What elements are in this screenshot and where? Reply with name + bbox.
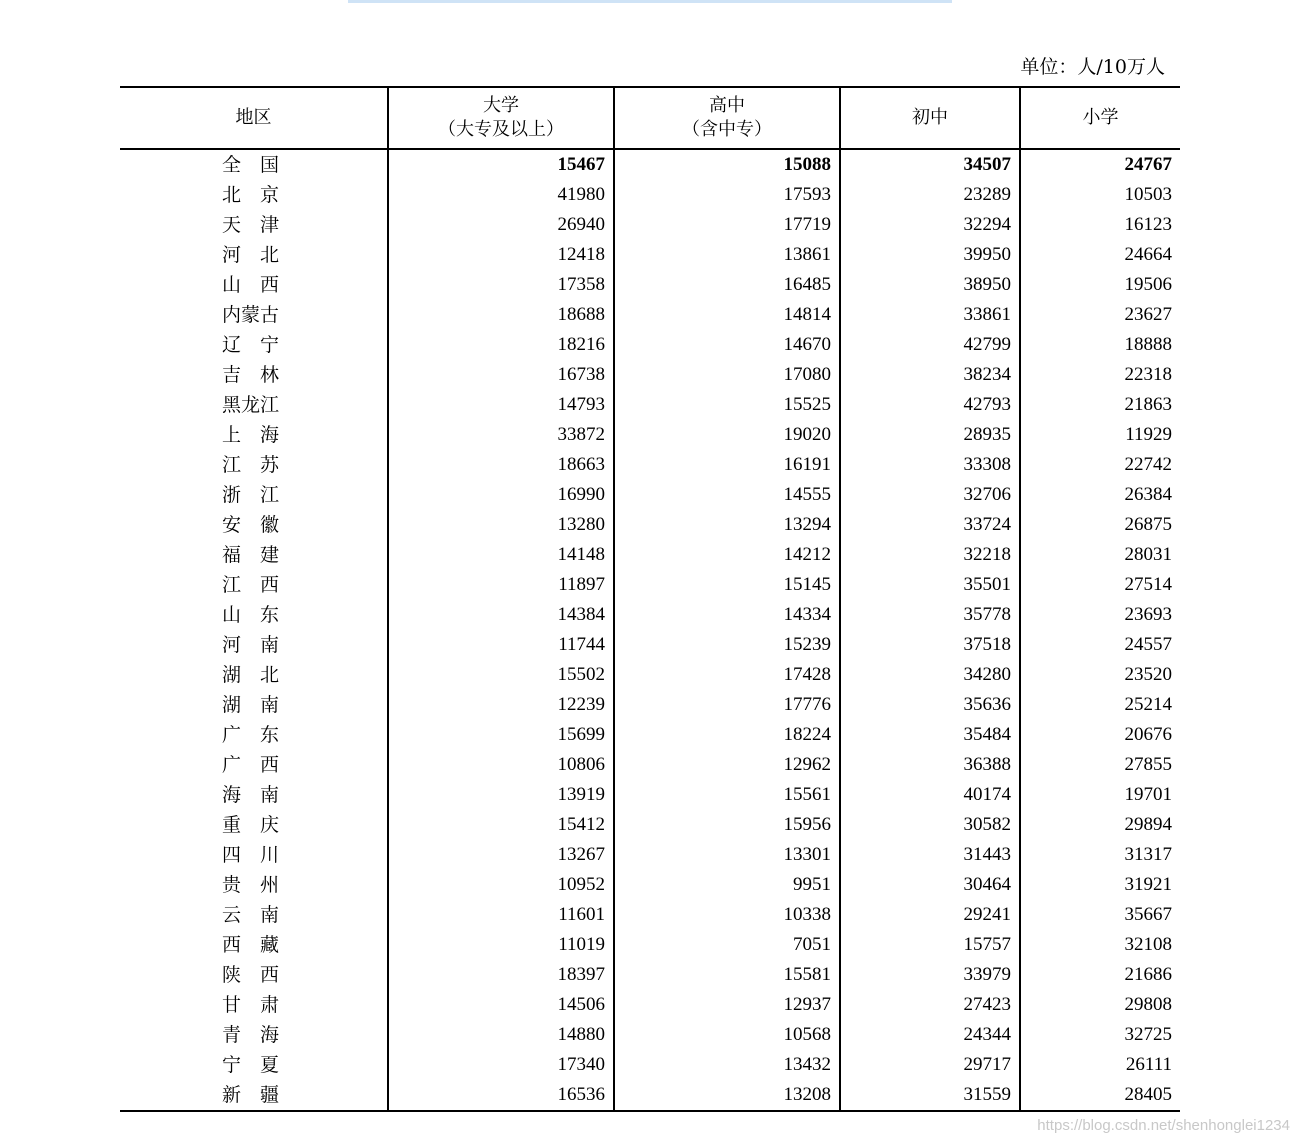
primary-cell: 10503 — [1020, 180, 1180, 210]
high-school-cell: 17719 — [614, 210, 840, 240]
education-table — [120, 86, 1180, 1112]
table-row — [120, 420, 1180, 450]
junior-cell: 33979 — [840, 960, 1020, 990]
table-header — [120, 87, 1180, 149]
region-cell: 黑龙江 — [222, 394, 280, 416]
primary-cell: 35667 — [1020, 900, 1180, 930]
primary-cell: 26875 — [1020, 510, 1180, 540]
university-cell: 11897 — [388, 570, 614, 600]
table-row — [120, 270, 1180, 300]
region-cell: 全 国 — [222, 154, 280, 176]
primary-cell: 21863 — [1020, 390, 1180, 420]
university-cell: 11601 — [388, 900, 614, 930]
high-school-cell: 15145 — [614, 570, 840, 600]
unit-label: 单位：人/10万人 — [1020, 56, 1165, 78]
region-cell: 广 东 — [222, 724, 280, 746]
region-cell: 山 西 — [222, 274, 280, 296]
table-row — [120, 750, 1180, 780]
column-header-primary — [1020, 87, 1180, 149]
primary-cell: 27855 — [1020, 750, 1180, 780]
primary-cell: 11929 — [1020, 420, 1180, 450]
high-school-cell: 17080 — [614, 360, 840, 390]
table-row — [120, 330, 1180, 360]
high-school-cell: 9951 — [614, 870, 840, 900]
junior-cell: 35484 — [840, 720, 1020, 750]
university-cell: 16536 — [388, 1080, 614, 1111]
region-cell: 新 疆 — [120, 1080, 388, 1111]
region-cell: 湖 北 — [222, 664, 280, 686]
header-row — [120, 87, 1180, 149]
primary-cell: 32108 — [1020, 930, 1180, 960]
primary-cell: 16123 — [1020, 210, 1180, 240]
junior-cell: 33724 — [840, 510, 1020, 540]
region-cell: 安 徽 — [222, 514, 280, 536]
table-row — [120, 660, 1180, 690]
primary-cell: 26111 — [1020, 1050, 1180, 1080]
region-cell: 江 苏 — [222, 454, 280, 476]
university-cell: 33872 — [388, 420, 614, 450]
table-row — [120, 720, 1180, 750]
table-row — [120, 480, 1180, 510]
high-school-cell: 14670 — [614, 330, 840, 360]
university-cell: 17358 — [388, 270, 614, 300]
region-cell: 陕 西 — [222, 964, 280, 986]
primary-cell: 31921 — [1020, 870, 1180, 900]
primary-cell: 27514 — [1020, 570, 1180, 600]
university-cell: 10952 — [388, 870, 614, 900]
junior-cell: 33861 — [840, 300, 1020, 330]
primary-cell: 24664 — [1020, 240, 1180, 270]
junior-cell: 24344 — [840, 1020, 1020, 1050]
high-school-cell: 14212 — [614, 540, 840, 570]
table-row — [120, 180, 1180, 210]
high-school-cell: 13208 — [614, 1080, 840, 1111]
column-header-university-line1: 大学 — [483, 95, 519, 116]
university-cell: 12418 — [388, 240, 614, 270]
table-row — [120, 690, 1180, 720]
junior-cell: 32706 — [840, 480, 1020, 510]
top-accent-bar — [348, 0, 952, 3]
table-row — [120, 840, 1180, 870]
university-cell: 15467 — [388, 149, 614, 180]
table-row — [120, 600, 1180, 630]
high-school-cell: 14814 — [614, 300, 840, 330]
high-school-cell: 16191 — [614, 450, 840, 480]
high-school-cell: 17776 — [614, 690, 840, 720]
table-row — [120, 810, 1180, 840]
primary-cell: 22742 — [1020, 450, 1180, 480]
junior-cell: 15757 — [840, 930, 1020, 960]
university-cell: 11019 — [388, 930, 614, 960]
region-cell: 宁 夏 — [222, 1054, 280, 1076]
column-header-high-line2: （含中专） — [682, 119, 772, 140]
region-cell: 青 海 — [222, 1024, 280, 1046]
region-cell: 辽 宁 — [222, 334, 280, 356]
junior-cell: 35636 — [840, 690, 1020, 720]
region-cell: 北 京 — [222, 184, 280, 206]
region-cell: 湖 南 — [222, 694, 280, 716]
table-row — [120, 960, 1180, 990]
high-school-cell: 10338 — [614, 900, 840, 930]
region-cell: 四 川 — [222, 844, 280, 866]
primary-cell: 21686 — [1020, 960, 1180, 990]
junior-cell: 36388 — [840, 750, 1020, 780]
university-cell: 12239 — [388, 690, 614, 720]
university-cell: 14880 — [388, 1020, 614, 1050]
junior-cell: 30582 — [840, 810, 1020, 840]
column-header-high-school — [614, 87, 840, 149]
junior-cell: 40174 — [840, 780, 1020, 810]
column-header-university — [388, 87, 614, 149]
high-school-cell: 17593 — [614, 180, 840, 210]
university-cell: 15412 — [388, 810, 614, 840]
primary-cell: 19506 — [1020, 270, 1180, 300]
region-cell: 山 东 — [222, 604, 280, 626]
table-row — [120, 300, 1180, 330]
table-row — [120, 360, 1180, 390]
university-cell: 14148 — [388, 540, 614, 570]
university-cell: 14384 — [388, 600, 614, 630]
table-body — [120, 149, 1180, 1111]
table-row — [120, 870, 1180, 900]
high-school-cell: 14334 — [614, 600, 840, 630]
primary-cell: 26384 — [1020, 480, 1180, 510]
primary-cell: 25214 — [1020, 690, 1180, 720]
primary-cell: 32725 — [1020, 1020, 1180, 1050]
high-school-cell: 13861 — [614, 240, 840, 270]
primary-cell: 29894 — [1020, 810, 1180, 840]
junior-cell: 35501 — [840, 570, 1020, 600]
university-cell: 15502 — [388, 660, 614, 690]
table-row — [120, 540, 1180, 570]
column-header-junior-label: 初中 — [912, 107, 948, 128]
high-school-cell: 13294 — [614, 510, 840, 540]
junior-cell: 37518 — [840, 630, 1020, 660]
table-row — [120, 450, 1180, 480]
high-school-cell: 12937 — [614, 990, 840, 1020]
high-school-cell: 15088 — [614, 149, 840, 180]
junior-cell: 31559 — [840, 1080, 1020, 1111]
region-cell: 甘 肃 — [222, 994, 280, 1016]
junior-cell: 33308 — [840, 450, 1020, 480]
junior-cell: 32218 — [840, 540, 1020, 570]
table-row-total — [120, 149, 1180, 180]
university-cell: 26940 — [388, 210, 614, 240]
university-cell: 17340 — [388, 1050, 614, 1080]
column-header-high-line1: 高中 — [709, 95, 745, 116]
region-cell: 云 南 — [222, 904, 280, 926]
region-cell: 河 北 — [222, 244, 280, 266]
primary-cell: 31317 — [1020, 840, 1180, 870]
junior-cell: 23289 — [840, 180, 1020, 210]
region-cell: 上 海 — [222, 424, 280, 446]
primary-cell: 23693 — [1020, 600, 1180, 630]
region-cell: 贵 州 — [222, 874, 280, 896]
university-cell: 13919 — [388, 780, 614, 810]
junior-cell: 42793 — [840, 390, 1020, 420]
junior-cell: 34280 — [840, 660, 1020, 690]
table-row — [120, 990, 1180, 1020]
university-cell: 18397 — [388, 960, 614, 990]
university-cell: 13280 — [388, 510, 614, 540]
high-school-cell: 16485 — [614, 270, 840, 300]
junior-cell: 42799 — [840, 330, 1020, 360]
high-school-cell: 7051 — [614, 930, 840, 960]
primary-cell: 18888 — [1020, 330, 1180, 360]
junior-cell: 31443 — [840, 840, 1020, 870]
university-cell: 18216 — [388, 330, 614, 360]
university-cell: 18688 — [388, 300, 614, 330]
watermark: https://blog.csdn.net/shenhonglei1234 — [1037, 1117, 1290, 1134]
region-cell: 浙 江 — [222, 484, 280, 506]
table-row — [120, 930, 1180, 960]
primary-cell: 24557 — [1020, 630, 1180, 660]
region-cell: 福 建 — [222, 544, 280, 566]
region-cell: 西 藏 — [222, 934, 280, 956]
university-cell: 15699 — [388, 720, 614, 750]
junior-cell: 38234 — [840, 360, 1020, 390]
table-row — [120, 1050, 1180, 1080]
high-school-cell: 14555 — [614, 480, 840, 510]
university-cell: 14793 — [388, 390, 614, 420]
primary-cell: 23627 — [1020, 300, 1180, 330]
junior-cell: 39950 — [840, 240, 1020, 270]
region-cell: 天 津 — [222, 214, 280, 236]
junior-cell: 35778 — [840, 600, 1020, 630]
university-cell: 11744 — [388, 630, 614, 660]
table-row — [120, 510, 1180, 540]
region-cell: 海 南 — [222, 784, 280, 806]
high-school-cell: 15525 — [614, 390, 840, 420]
region-cell: 吉 林 — [222, 364, 280, 386]
primary-cell: 28405 — [1020, 1080, 1180, 1111]
primary-cell: 28031 — [1020, 540, 1180, 570]
column-header-region-label: 地区 — [235, 107, 272, 128]
high-school-cell: 13301 — [614, 840, 840, 870]
junior-cell: 34507 — [840, 149, 1020, 180]
junior-cell: 38950 — [840, 270, 1020, 300]
region-cell: 河 南 — [222, 634, 280, 656]
region-cell: 重 庆 — [222, 814, 280, 836]
region-cell: 内蒙古 — [222, 304, 280, 326]
table-row — [120, 390, 1180, 420]
column-header-university-line2: （大专及以上） — [438, 119, 564, 140]
high-school-cell: 15581 — [614, 960, 840, 990]
table-row — [120, 900, 1180, 930]
university-cell: 16738 — [388, 360, 614, 390]
primary-cell: 23520 — [1020, 660, 1180, 690]
university-cell: 16990 — [388, 480, 614, 510]
high-school-cell: 18224 — [614, 720, 840, 750]
junior-cell: 29241 — [840, 900, 1020, 930]
region-cell: 广 西 — [222, 754, 280, 776]
university-cell: 14506 — [388, 990, 614, 1020]
table-row — [120, 780, 1180, 810]
high-school-cell: 15956 — [614, 810, 840, 840]
table-row — [120, 1020, 1180, 1050]
junior-cell: 30464 — [840, 870, 1020, 900]
table-row — [120, 630, 1180, 660]
junior-cell: 32294 — [840, 210, 1020, 240]
table-row — [120, 240, 1180, 270]
primary-cell: 22318 — [1020, 360, 1180, 390]
primary-cell: 19701 — [1020, 780, 1180, 810]
high-school-cell: 17428 — [614, 660, 840, 690]
university-cell: 10806 — [388, 750, 614, 780]
high-school-cell: 15561 — [614, 780, 840, 810]
primary-cell: 29808 — [1020, 990, 1180, 1020]
university-cell: 18663 — [388, 450, 614, 480]
junior-cell: 29717 — [840, 1050, 1020, 1080]
junior-cell: 28935 — [840, 420, 1020, 450]
table-row — [120, 570, 1180, 600]
university-cell: 41980 — [388, 180, 614, 210]
primary-cell: 20676 — [1020, 720, 1180, 750]
high-school-cell: 15239 — [614, 630, 840, 660]
junior-cell: 27423 — [840, 990, 1020, 1020]
table-row — [120, 1080, 1180, 1111]
primary-cell: 24767 — [1020, 149, 1180, 180]
column-header-junior — [840, 87, 1020, 149]
high-school-cell: 19020 — [614, 420, 840, 450]
high-school-cell: 13432 — [614, 1050, 840, 1080]
column-header-region — [120, 87, 388, 149]
table-row — [120, 210, 1180, 240]
university-cell: 13267 — [388, 840, 614, 870]
region-cell: 江 西 — [222, 574, 280, 596]
high-school-cell: 12962 — [614, 750, 840, 780]
column-header-primary-label: 小学 — [1082, 107, 1119, 128]
high-school-cell: 10568 — [614, 1020, 840, 1050]
